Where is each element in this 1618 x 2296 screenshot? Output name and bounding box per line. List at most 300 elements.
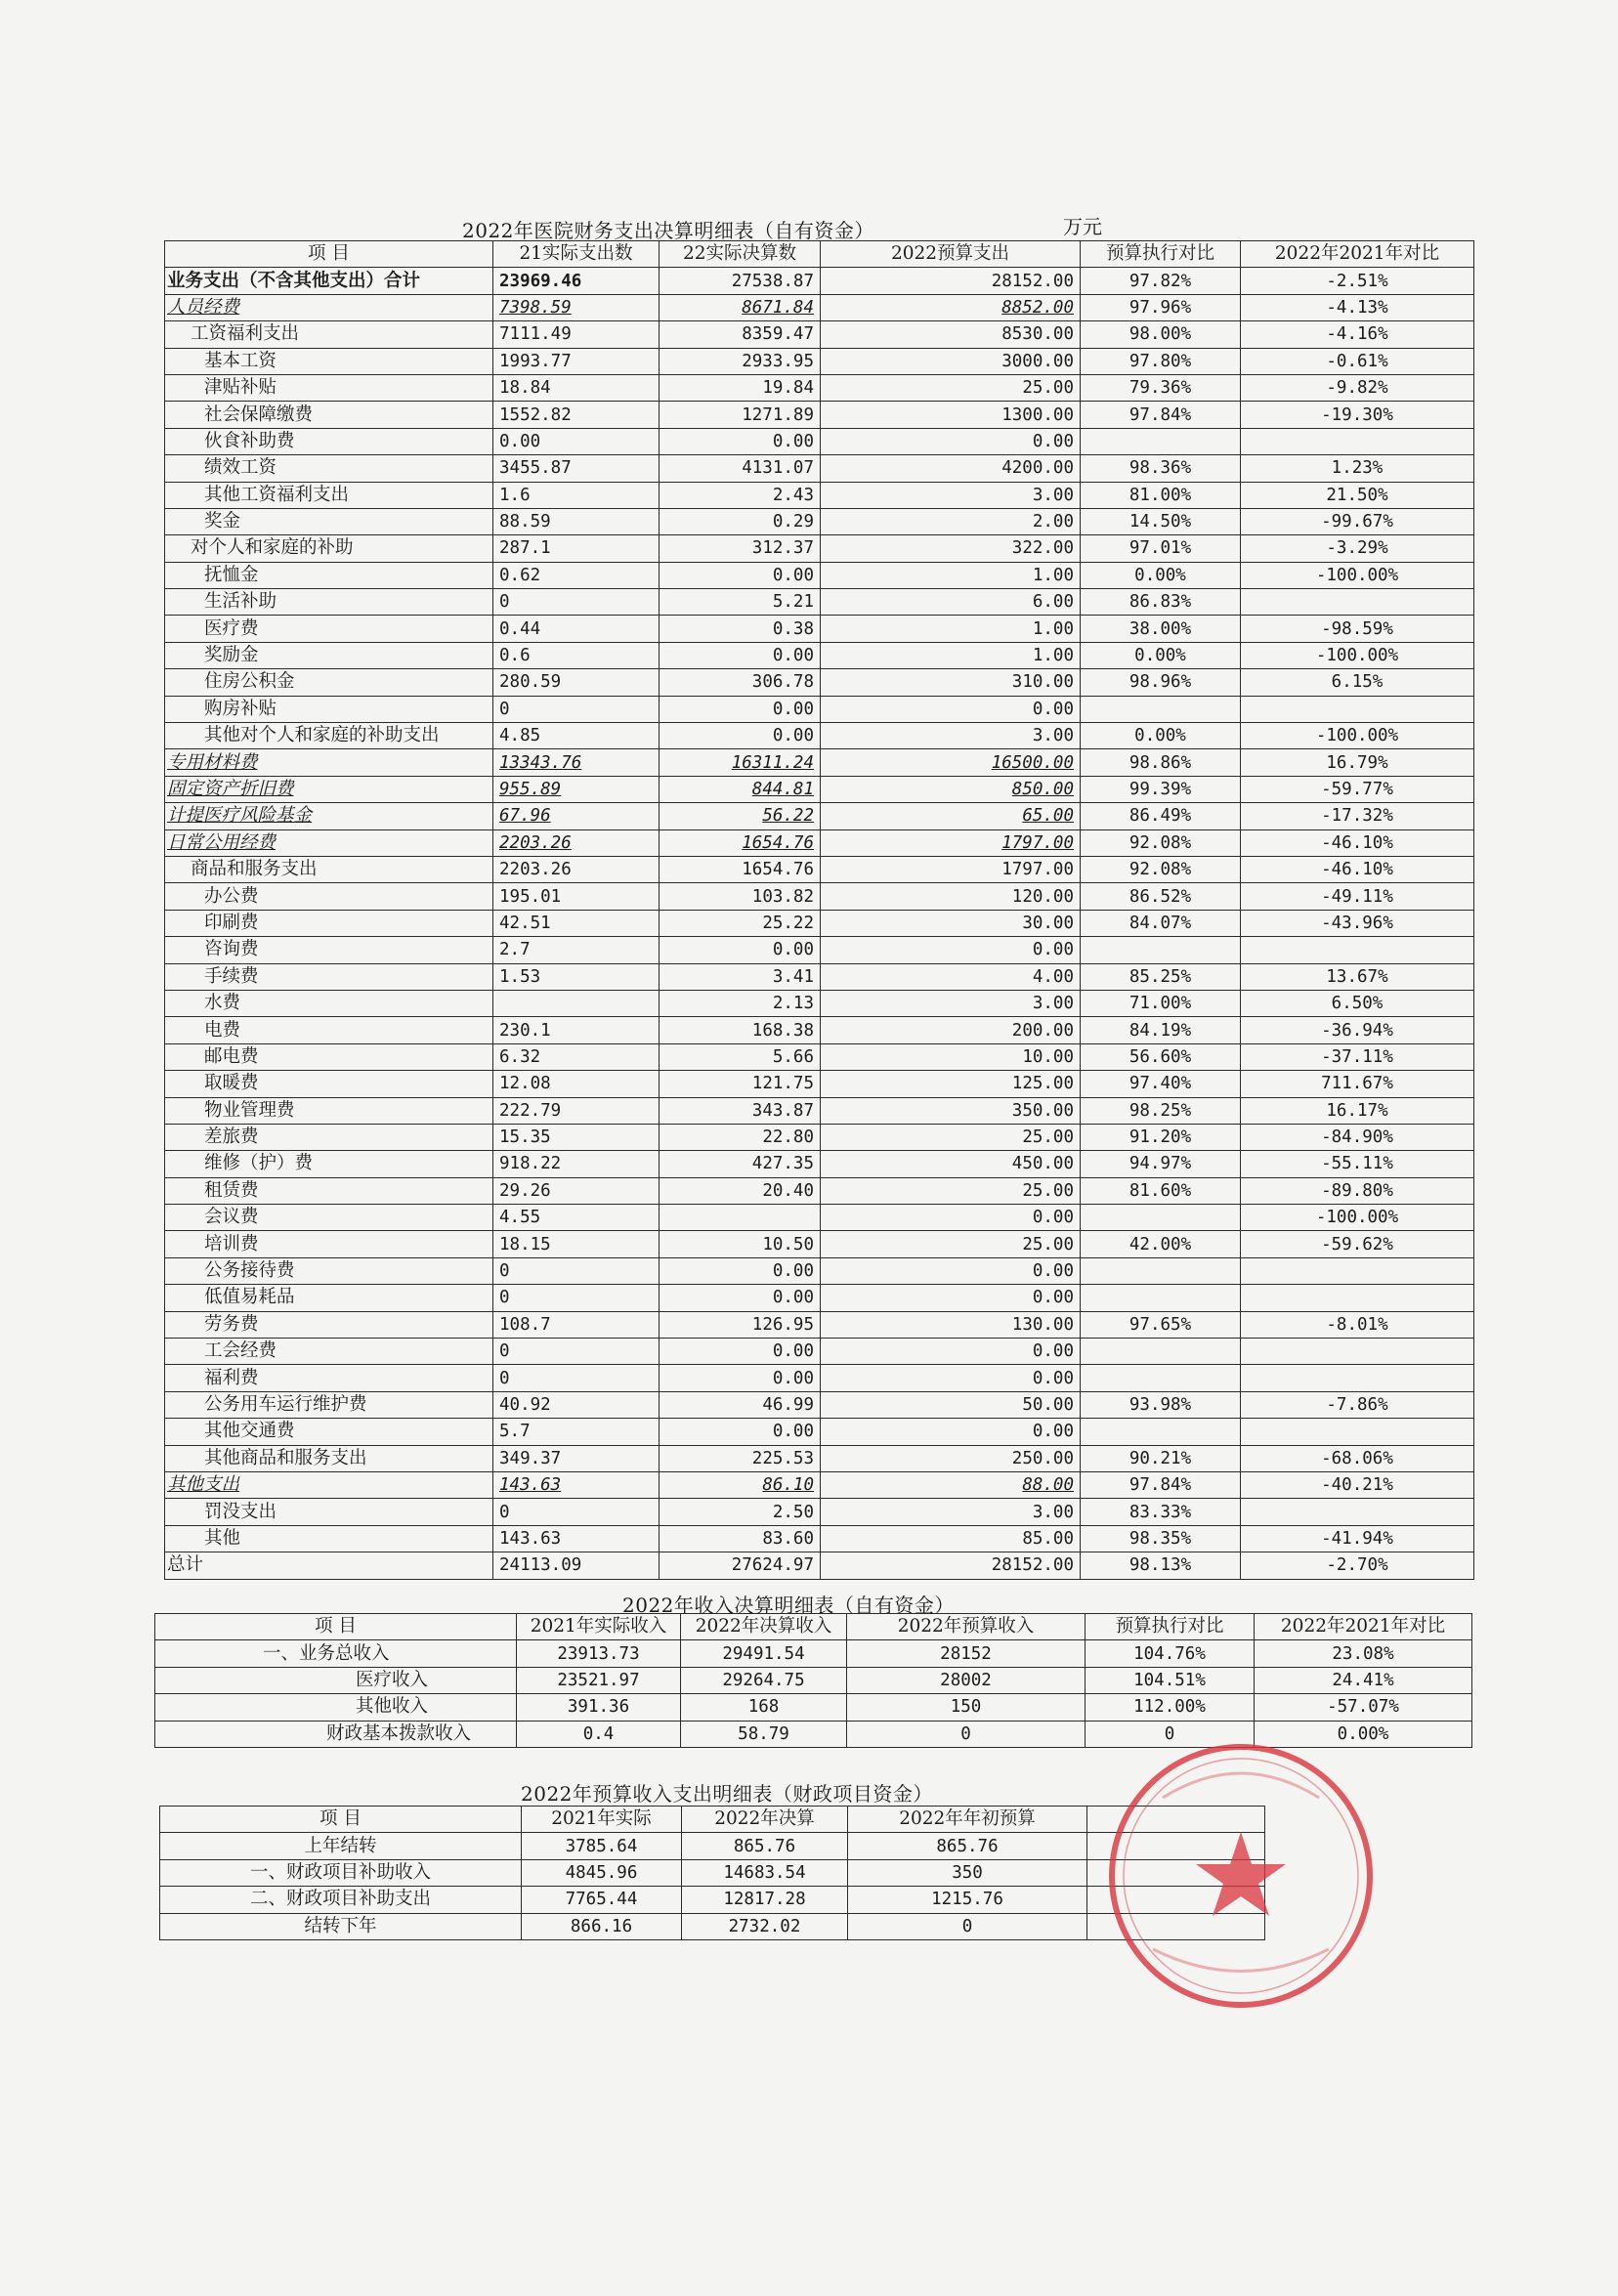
cell-execution-ratio: 56.60%	[1081, 1043, 1241, 1070]
cell-2022-actual: 2.43	[660, 482, 821, 508]
cell-2021-actual: 88.59	[493, 508, 660, 534]
row-label: 劳务费	[165, 1311, 493, 1338]
cell-execution-ratio: 112.00%	[1086, 1694, 1255, 1721]
cell-yoy-change	[1241, 1257, 1474, 1284]
cell-2022-budget: 250.00	[821, 1445, 1081, 1471]
table-row	[165, 1071, 1474, 1097]
cell-2022-budget: 3.00	[821, 1499, 1081, 1525]
cell-2021-actual: 24113.09	[493, 1552, 660, 1579]
row-label: 伙食补助费	[165, 428, 493, 454]
table-row	[165, 348, 1474, 374]
row-label: 会议费	[165, 1205, 493, 1231]
table-row	[165, 1471, 1474, 1498]
cell-2021-actual: 143.63	[493, 1471, 660, 1498]
cell-2022-actual: 126.95	[660, 1311, 821, 1338]
cell-yoy-change: -100.00%	[1241, 1205, 1474, 1231]
row-label: 医疗收入	[155, 1667, 517, 1693]
cell-2022-budget: 3.00	[821, 723, 1081, 749]
cell-2022-budget-income: 0	[847, 1721, 1086, 1747]
cell-2022-budget: 1797.00	[821, 829, 1081, 856]
cell-2022-actual: 306.78	[660, 669, 821, 696]
row-label: 公务接待费	[165, 1257, 493, 1284]
row-label: 其他收入	[155, 1694, 517, 1721]
cell-2021-actual: 0	[493, 589, 660, 616]
cell-2022-actual: 1654.76	[660, 856, 821, 882]
cell-2022-actual: 1271.89	[660, 402, 821, 428]
cell-2021-actual: 0	[493, 1257, 660, 1284]
row-label: 咨询费	[165, 937, 493, 963]
cell-yoy-change: -46.10%	[1241, 856, 1474, 882]
cell-2022-initial-budget: 350	[848, 1859, 1087, 1886]
cell-execution-ratio	[1081, 1419, 1241, 1445]
cell-2022-budget: 0.00	[821, 1419, 1081, 1445]
cell-execution-ratio: 84.19%	[1081, 1017, 1241, 1043]
cell-execution-ratio: 83.33%	[1081, 1499, 1241, 1525]
income-table-title: 2022年收入决算明细表（自有资金）	[622, 1594, 955, 1617]
cell-2022-final: 865.76	[682, 1833, 848, 1859]
row-label: 住房公积金	[165, 669, 493, 696]
cell-2021-actual: 280.59	[493, 669, 660, 696]
table-row	[165, 616, 1474, 642]
column-header: 项 目	[160, 1807, 522, 1833]
cell-yoy-change: -84.90%	[1241, 1124, 1474, 1150]
cell-2022-actual: 844.81	[660, 776, 821, 802]
cell-2022-budget: 1.00	[821, 562, 1081, 588]
cell-yoy-change: 0.00%	[1255, 1721, 1472, 1747]
cell-2021-actual: 0	[493, 1499, 660, 1525]
table-row	[165, 910, 1474, 936]
cell-2022-budget: 3000.00	[821, 348, 1081, 374]
column-header: 2022年年初预算	[848, 1807, 1087, 1833]
cell-2021-income: 23521.97	[517, 1667, 681, 1693]
cell-yoy-change: -9.82%	[1241, 374, 1474, 401]
cell-2021-actual: 0.62	[493, 562, 660, 588]
cell-2021-actual: 143.63	[493, 1525, 660, 1552]
cell-2022-budget: 6.00	[821, 589, 1081, 616]
cell-2022-actual: 427.35	[660, 1151, 821, 1177]
cell-execution-ratio	[1081, 1205, 1241, 1231]
table-row	[165, 1205, 1474, 1231]
cell-2022-initial-budget: 865.76	[848, 1833, 1087, 1859]
table-row	[165, 562, 1474, 588]
expense-table	[164, 240, 1474, 1580]
cell-execution-ratio: 86.83%	[1081, 589, 1241, 616]
row-label: 购房补贴	[165, 696, 493, 722]
cell-2021-actual: 4.85	[493, 723, 660, 749]
row-label: 邮电费	[165, 1043, 493, 1070]
cell-yoy-change: -4.13%	[1241, 294, 1474, 320]
cell-2022-budget: 1.00	[821, 616, 1081, 642]
cell-2021-actual: 23969.46	[493, 268, 660, 294]
table-row	[165, 321, 1474, 348]
cell-execution-ratio: 98.25%	[1081, 1097, 1241, 1124]
cell-execution-ratio: 97.82%	[1081, 268, 1241, 294]
income-table	[154, 1613, 1472, 1748]
cell-2021-actual: 15.35	[493, 1124, 660, 1150]
cell-2021-actual: 7765.44	[522, 1887, 682, 1913]
cell-yoy-change: -98.59%	[1241, 616, 1474, 642]
cell-yoy-change: -89.80%	[1241, 1177, 1474, 1204]
cell-2022-actual: 46.99	[660, 1391, 821, 1418]
row-label: 其他支出	[165, 1471, 493, 1498]
cell-yoy-change	[1241, 428, 1474, 454]
row-label: 水费	[165, 990, 493, 1016]
cell-2021-actual: 18.15	[493, 1231, 660, 1257]
cell-2021-actual: 0.44	[493, 616, 660, 642]
cell-2022-budget: 120.00	[821, 883, 1081, 910]
cell-2022-actual: 19.84	[660, 374, 821, 401]
table-row	[165, 482, 1474, 508]
column-header: 2022预算支出	[821, 241, 1081, 268]
row-label: 总计	[165, 1552, 493, 1579]
row-label: 租赁费	[165, 1177, 493, 1204]
cell-yoy-change: -4.16%	[1241, 321, 1474, 348]
cell-yoy-change: 6.15%	[1241, 669, 1474, 696]
cell-execution-ratio	[1081, 1365, 1241, 1391]
cell-2021-actual: 7398.59	[493, 294, 660, 320]
cell-2022-budget: 0.00	[821, 1257, 1081, 1284]
row-label: 其他商品和服务支出	[165, 1445, 493, 1471]
table-row	[165, 1365, 1474, 1391]
row-label: 差旅费	[165, 1124, 493, 1150]
cell-yoy-change: -46.10%	[1241, 829, 1474, 856]
cell-2022-budget: 0.00	[821, 1205, 1081, 1231]
cell-2022-income: 168	[681, 1694, 847, 1721]
cell-2022-budget: 850.00	[821, 776, 1081, 802]
row-label: 财政基本拨款收入	[155, 1721, 517, 1747]
cell-2021-actual: 4845.96	[522, 1859, 682, 1886]
cell-yoy-change: 1.23%	[1241, 455, 1474, 482]
cell-yoy-change: -43.96%	[1241, 910, 1474, 936]
cell-2022-actual: 0.38	[660, 616, 821, 642]
row-label: 商品和服务支出	[165, 856, 493, 882]
cell-2022-budget: 25.00	[821, 1177, 1081, 1204]
cell-2022-budget: 25.00	[821, 1231, 1081, 1257]
cell-2022-budget: 28152.00	[821, 1552, 1081, 1579]
cell-execution-ratio: 97.65%	[1081, 1311, 1241, 1338]
cell-yoy-change: -55.11%	[1241, 1151, 1474, 1177]
table-row	[165, 990, 1474, 1016]
cell-yoy-change	[1241, 1285, 1474, 1311]
cell-2022-budget: 4.00	[821, 963, 1081, 990]
cell-yoy-change: -100.00%	[1241, 723, 1474, 749]
cell-execution-ratio	[1081, 696, 1241, 722]
cell-2022-actual: 8671.84	[660, 294, 821, 320]
cell-yoy-change: -57.07%	[1255, 1694, 1472, 1721]
row-label: 结转下年	[160, 1913, 522, 1939]
cell-2021-actual: 0	[493, 1339, 660, 1365]
column-header: 2022年预算收入	[847, 1614, 1086, 1640]
table-row	[165, 589, 1474, 616]
cell-2022-budget: 0.00	[821, 937, 1081, 963]
cell-yoy-change: -19.30%	[1241, 402, 1474, 428]
cell-2021-income: 0.4	[517, 1721, 681, 1747]
cell-2022-budget: 8852.00	[821, 294, 1081, 320]
cell-2022-actual: 2.50	[660, 1499, 821, 1525]
row-label: 生活补助	[165, 589, 493, 616]
table-row	[155, 1640, 1472, 1667]
table-row	[165, 455, 1474, 482]
cell-2022-actual: 5.66	[660, 1043, 821, 1070]
cell-2022-budget: 0.00	[821, 696, 1081, 722]
cell-2021-income: 391.36	[517, 1694, 681, 1721]
row-label: 公务用车运行维护费	[165, 1391, 493, 1418]
row-label: 二、财政项目补助支出	[160, 1887, 522, 1913]
cell-2021-actual: 12.08	[493, 1071, 660, 1097]
cell-2022-actual: 0.00	[660, 1365, 821, 1391]
cell-2022-budget: 8530.00	[821, 321, 1081, 348]
cell-yoy-change: -2.70%	[1241, 1552, 1474, 1579]
cell-2022-actual: 0.29	[660, 508, 821, 534]
cell-2021-actual: 349.37	[493, 1445, 660, 1471]
cell-2022-actual: 8359.47	[660, 321, 821, 348]
cell-execution-ratio: 91.20%	[1081, 1124, 1241, 1150]
table-row	[165, 374, 1474, 401]
table-row	[165, 803, 1474, 829]
cell-2021-actual: 1993.77	[493, 348, 660, 374]
cell-execution-ratio: 0	[1086, 1721, 1255, 1747]
cell-2021-actual: 0.00	[493, 428, 660, 454]
table-row	[165, 1151, 1474, 1177]
cell-execution-ratio: 86.49%	[1081, 803, 1241, 829]
column-header: 2021年实际	[522, 1807, 682, 1833]
cell-2021-actual: 40.92	[493, 1391, 660, 1418]
table-row	[165, 294, 1474, 320]
row-label: 低值易耗品	[165, 1285, 493, 1311]
row-label: 业务支出（不含其他支出）合计	[165, 268, 493, 294]
cell-execution-ratio: 92.08%	[1081, 829, 1241, 856]
official-seal-stamp	[1094, 1729, 1387, 2022]
cell-2022-income: 58.79	[681, 1721, 847, 1747]
table-row	[165, 1525, 1474, 1552]
cell-2021-actual: 29.26	[493, 1177, 660, 1204]
cell-2022-actual: 10.50	[660, 1231, 821, 1257]
cell-2022-actual: 5.21	[660, 589, 821, 616]
cell-yoy-change: 16.79%	[1241, 749, 1474, 776]
cell-2022-budget: 3.00	[821, 990, 1081, 1016]
column-header: 预算执行对比	[1081, 241, 1241, 268]
cell-2021-actual: 42.51	[493, 910, 660, 936]
cell-yoy-change: -49.11%	[1241, 883, 1474, 910]
project-table-title: 2022年预算收入支出明细表（财政项目资金）	[521, 1782, 933, 1806]
cell-2022-actual: 2933.95	[660, 348, 821, 374]
cell-2022-budget: 130.00	[821, 1311, 1081, 1338]
table-row	[165, 268, 1474, 294]
cell-execution-ratio: 97.96%	[1081, 294, 1241, 320]
cell-2022-budget: 25.00	[821, 1124, 1081, 1150]
cell-2022-actual: 0.00	[660, 696, 821, 722]
cell-yoy-change	[1241, 1365, 1474, 1391]
cell-execution-ratio: 97.84%	[1081, 1471, 1241, 1498]
cell-2022-actual: 86.10	[660, 1471, 821, 1498]
cell-2022-budget: 10.00	[821, 1043, 1081, 1070]
table-row	[165, 937, 1474, 963]
column-header: 21实际支出数	[493, 241, 660, 268]
table-row	[165, 1231, 1474, 1257]
row-label: 基本工资	[165, 348, 493, 374]
cell-2022-actual: 22.80	[660, 1124, 821, 1150]
expense-header-row	[165, 241, 1474, 268]
cell-2022-final: 2732.02	[682, 1913, 848, 1939]
row-label: 对个人和家庭的补助	[165, 535, 493, 562]
cell-execution-ratio	[1081, 1257, 1241, 1284]
cell-execution-ratio: 81.00%	[1081, 482, 1241, 508]
cell-2022-actual: 0.00	[660, 1257, 821, 1284]
cell-2022-budget: 0.00	[821, 1285, 1081, 1311]
cell-2021-actual: 2203.26	[493, 829, 660, 856]
seal-star-icon	[1196, 1832, 1286, 1916]
cell-2021-actual: 918.22	[493, 1151, 660, 1177]
cell-yoy-change: 6.50%	[1241, 990, 1474, 1016]
cell-2022-final: 14683.54	[682, 1859, 848, 1886]
table-row	[165, 1419, 1474, 1445]
income-header-row	[155, 1614, 1472, 1640]
column-header: 2022年2021年对比	[1241, 241, 1474, 268]
cell-2022-actual: 0.00	[660, 428, 821, 454]
row-label: 手续费	[165, 963, 493, 990]
cell-yoy-change	[1241, 696, 1474, 722]
cell-yoy-change: -3.29%	[1241, 535, 1474, 562]
cell-execution-ratio: 104.51%	[1086, 1667, 1255, 1693]
cell-execution-ratio: 98.13%	[1081, 1552, 1241, 1579]
cell-execution-ratio: 84.07%	[1081, 910, 1241, 936]
cell-2022-actual: 168.38	[660, 1017, 821, 1043]
cell-2022-budget: 25.00	[821, 374, 1081, 401]
cell-yoy-change: -41.94%	[1241, 1525, 1474, 1552]
cell-2022-budget: 2.00	[821, 508, 1081, 534]
cell-execution-ratio: 98.36%	[1081, 455, 1241, 482]
cell-2021-actual: 0.6	[493, 642, 660, 668]
table-row	[155, 1694, 1472, 1721]
cell-2022-initial-budget: 1215.76	[848, 1887, 1087, 1913]
table-row	[165, 508, 1474, 534]
cell-execution-ratio: 14.50%	[1081, 508, 1241, 534]
cell-2021-income: 23913.73	[517, 1640, 681, 1667]
table-row	[165, 1177, 1474, 1204]
cell-2022-budget: 0.00	[821, 1339, 1081, 1365]
cell-execution-ratio: 79.36%	[1081, 374, 1241, 401]
cell-execution-ratio: 98.35%	[1081, 1525, 1241, 1552]
cell-2022-actual: 0.00	[660, 642, 821, 668]
cell-execution-ratio: 85.25%	[1081, 963, 1241, 990]
table-row	[165, 1445, 1474, 1471]
cell-2021-actual: 0	[493, 1285, 660, 1311]
cell-2022-budget: 1797.00	[821, 856, 1081, 882]
cell-yoy-change: -100.00%	[1241, 562, 1474, 588]
cell-yoy-change: 13.67%	[1241, 963, 1474, 990]
row-label: 其他工资福利支出	[165, 482, 493, 508]
cell-yoy-change: -8.01%	[1241, 1311, 1474, 1338]
table-row	[165, 1552, 1474, 1579]
cell-execution-ratio	[1081, 428, 1241, 454]
cell-execution-ratio	[1081, 1339, 1241, 1365]
cell-yoy-change	[1241, 589, 1474, 616]
cell-2021-actual: 1.53	[493, 963, 660, 990]
cell-2022-actual: 0.00	[660, 1419, 821, 1445]
cell-2022-budget: 200.00	[821, 1017, 1081, 1043]
cell-execution-ratio: 90.21%	[1081, 1445, 1241, 1471]
cell-2022-actual: 83.60	[660, 1525, 821, 1552]
column-header: 2022年决算	[682, 1807, 848, 1833]
cell-2022-actual: 343.87	[660, 1097, 821, 1124]
cell-2021-actual: 1.6	[493, 482, 660, 508]
table-row	[165, 1311, 1474, 1338]
cell-2022-budget: 322.00	[821, 535, 1081, 562]
row-label: 医疗费	[165, 616, 493, 642]
table-row	[165, 1285, 1474, 1311]
column-header: 2022年决算收入	[681, 1614, 847, 1640]
cell-yoy-change: 24.41%	[1255, 1667, 1472, 1693]
table-row	[165, 669, 1474, 696]
row-label: 人员经费	[165, 294, 493, 320]
table-row	[165, 963, 1474, 990]
row-label: 绩效工资	[165, 455, 493, 482]
row-label: 社会保障缴费	[165, 402, 493, 428]
cell-2022-actual: 20.40	[660, 1177, 821, 1204]
cell-execution-ratio: 104.76%	[1086, 1640, 1255, 1667]
cell-2022-budget: 85.00	[821, 1525, 1081, 1552]
table-row	[165, 402, 1474, 428]
cell-yoy-change: 711.67%	[1241, 1071, 1474, 1097]
table-row	[165, 696, 1474, 722]
cell-execution-ratio: 97.80%	[1081, 348, 1241, 374]
cell-yoy-change: -36.94%	[1241, 1017, 1474, 1043]
column-header: 2021年实际收入	[517, 1614, 681, 1640]
column-header: 2022年2021年对比	[1255, 1614, 1472, 1640]
table-row	[165, 535, 1474, 562]
table-row	[155, 1667, 1472, 1693]
table-row	[165, 1124, 1474, 1150]
row-label: 培训费	[165, 1231, 493, 1257]
cell-2022-budget: 50.00	[821, 1391, 1081, 1418]
cell-2022-budget: 30.00	[821, 910, 1081, 936]
table-row	[165, 749, 1474, 776]
cell-yoy-change: -17.32%	[1241, 803, 1474, 829]
cell-yoy-change: -0.61%	[1241, 348, 1474, 374]
cell-execution-ratio: 98.96%	[1081, 669, 1241, 696]
row-label: 物业管理费	[165, 1097, 493, 1124]
cell-execution-ratio	[1081, 937, 1241, 963]
cell-2022-actual: 27538.87	[660, 268, 821, 294]
cell-2021-actual: 4.55	[493, 1205, 660, 1231]
row-label: 其他交通费	[165, 1419, 493, 1445]
cell-execution-ratio: 93.98%	[1081, 1391, 1241, 1418]
cell-yoy-change: -68.06%	[1241, 1445, 1474, 1471]
row-label: 其他对个人和家庭的补助支出	[165, 723, 493, 749]
cell-execution-ratio: 0.00%	[1081, 562, 1241, 588]
cell-2022-actual: 2.13	[660, 990, 821, 1016]
cell-execution-ratio: 99.39%	[1081, 776, 1241, 802]
cell-execution-ratio: 81.60%	[1081, 1177, 1241, 1204]
row-label: 福利费	[165, 1365, 493, 1391]
row-label: 固定资产折旧费	[165, 776, 493, 802]
cell-2022-budget: 1300.00	[821, 402, 1081, 428]
cell-2022-budget: 28152.00	[821, 268, 1081, 294]
table-row	[165, 1391, 1474, 1418]
row-label: 上年结转	[160, 1833, 522, 1859]
cell-2021-actual: 222.79	[493, 1097, 660, 1124]
cell-2022-budget: 125.00	[821, 1071, 1081, 1097]
expense-table-title: 2022年医院财务支出决算明细表（自有资金）	[462, 219, 874, 242]
cell-2021-actual: 5.7	[493, 1419, 660, 1445]
cell-2021-actual: 67.96	[493, 803, 660, 829]
table-row	[165, 829, 1474, 856]
cell-execution-ratio: 0.00%	[1081, 723, 1241, 749]
table-row	[165, 1499, 1474, 1525]
row-label: 工资福利支出	[165, 321, 493, 348]
cell-2021-actual: 866.16	[522, 1913, 682, 1939]
cell-yoy-change	[1241, 1499, 1474, 1525]
